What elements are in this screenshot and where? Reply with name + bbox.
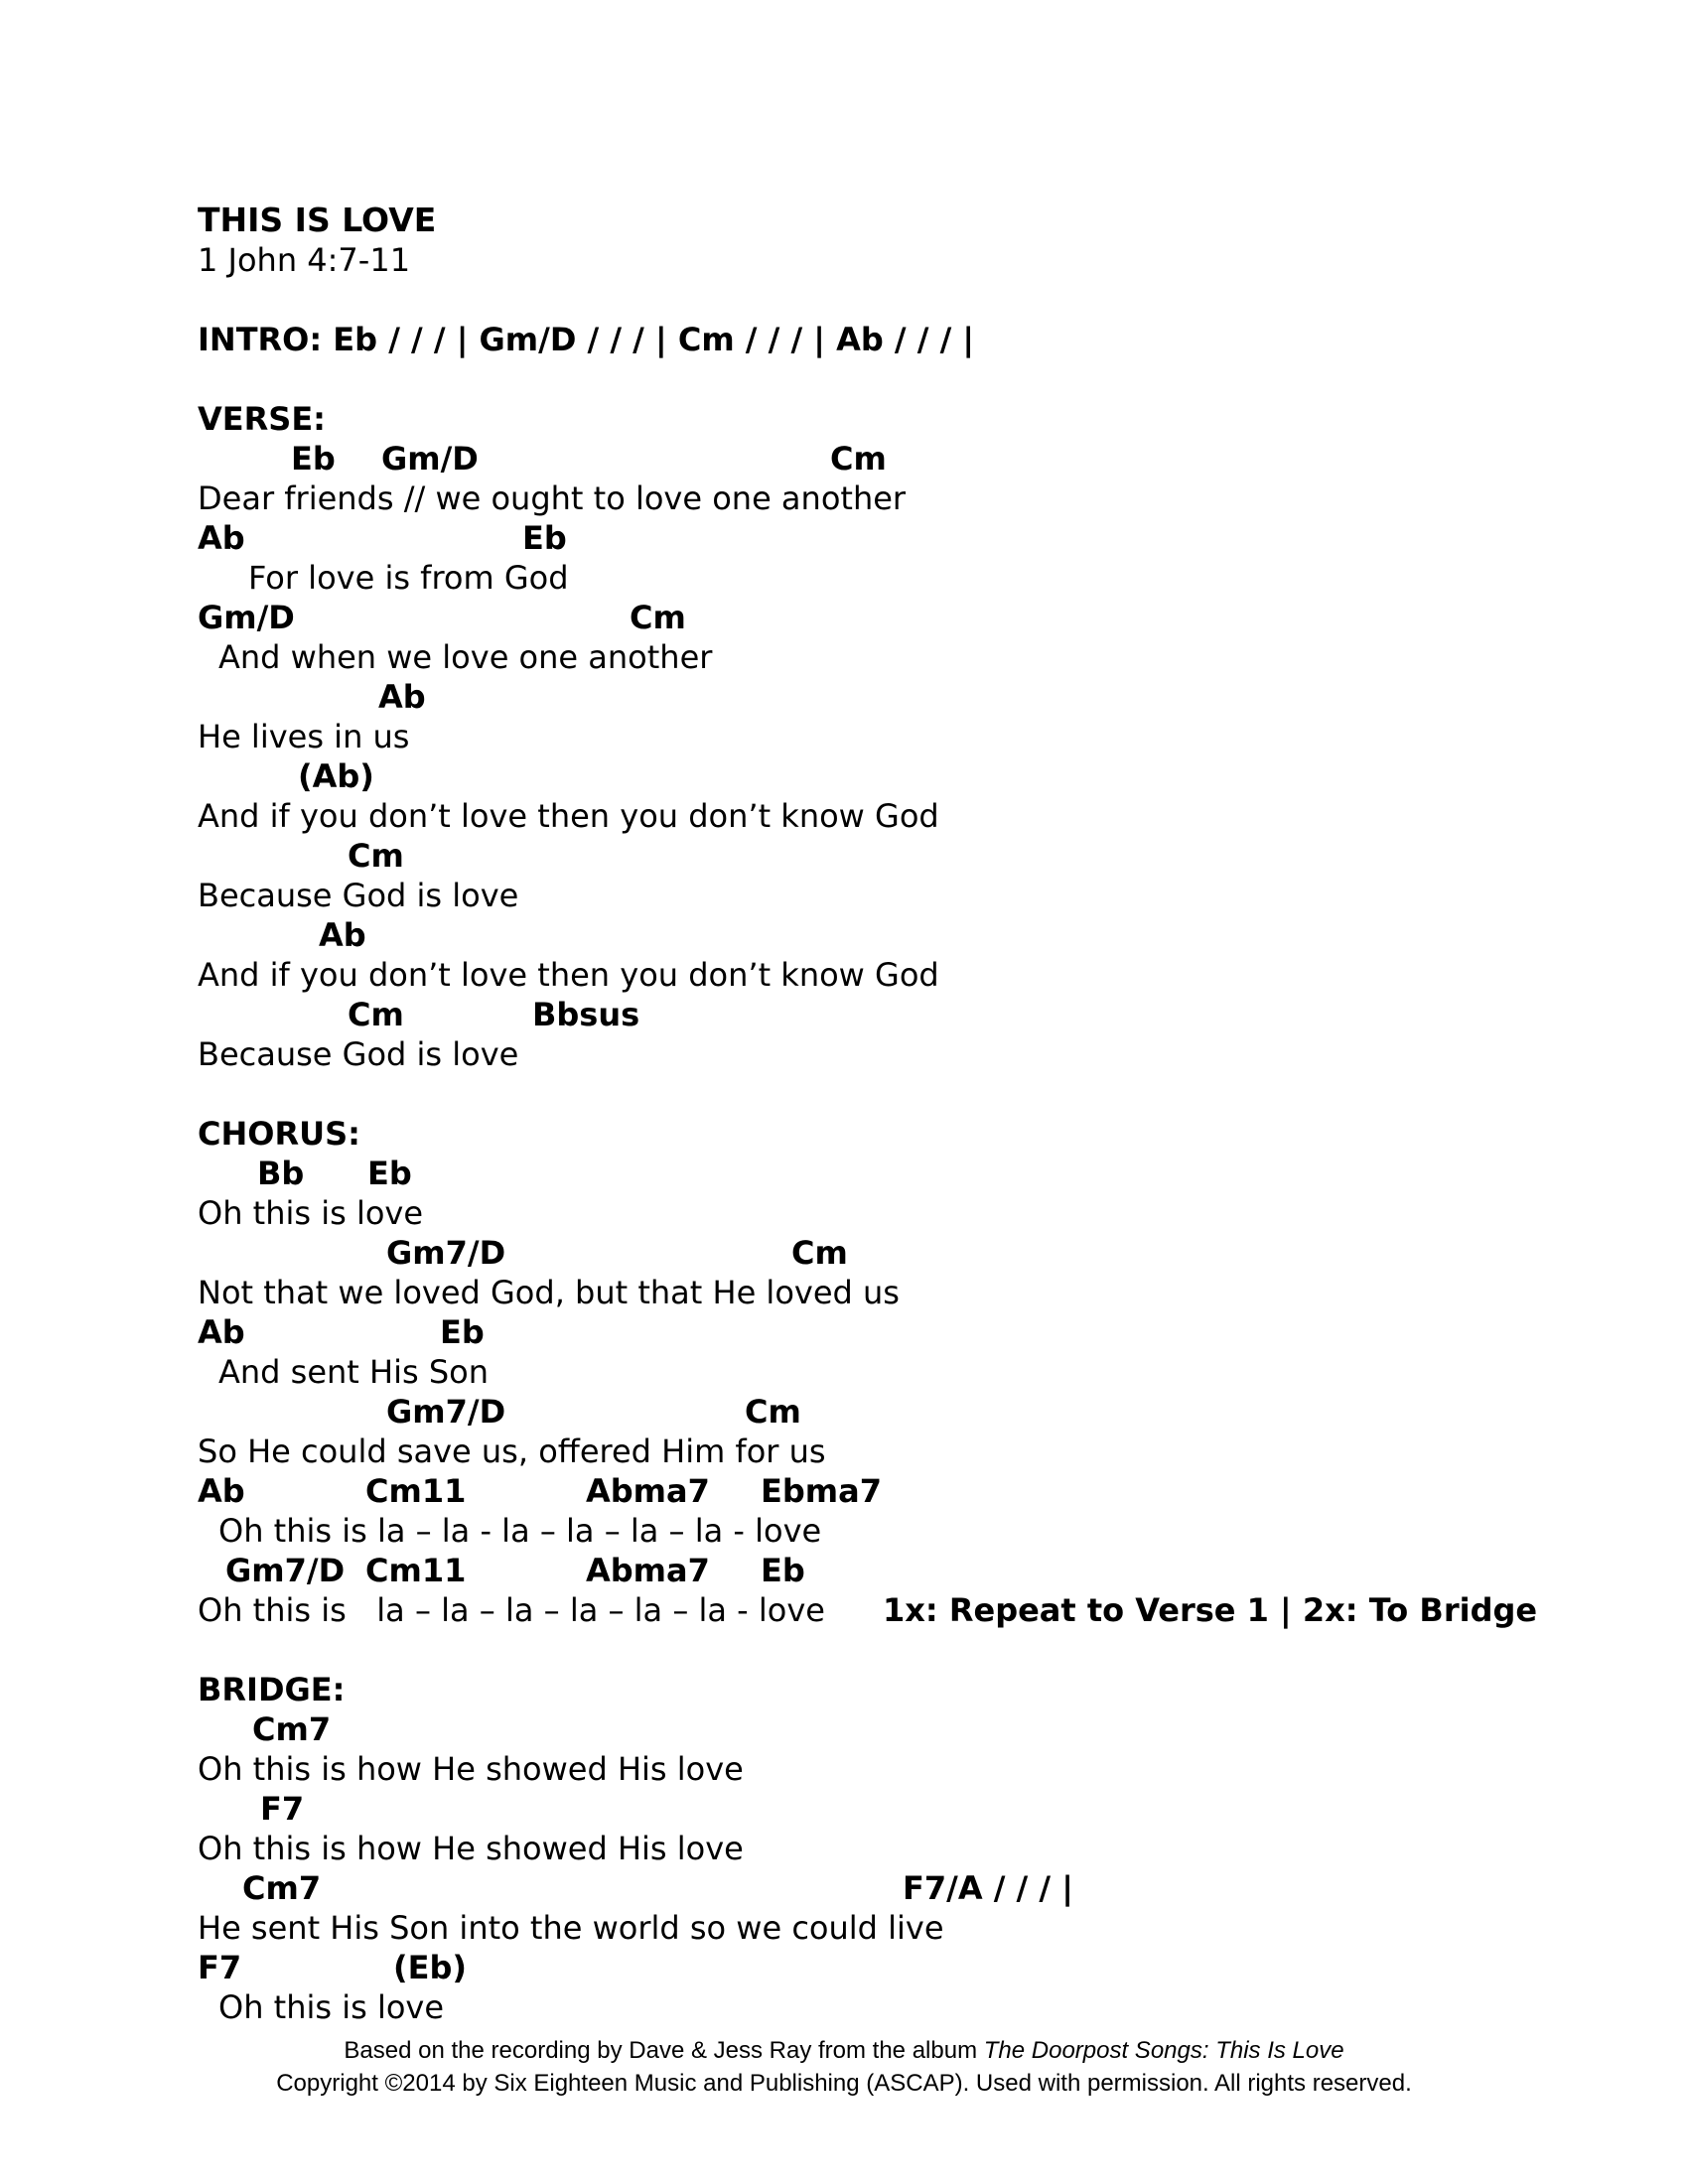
lyric-line: Because God is love xyxy=(198,877,519,914)
lyric-line: Oh this is how He showed His love xyxy=(198,1750,744,1788)
lyric-line: So He could save us, offered Him for us xyxy=(198,1433,826,1470)
chorus-heading: CHORUS: xyxy=(198,1115,360,1153)
chord: Gm7/D xyxy=(386,1234,506,1272)
chord: Ab xyxy=(198,519,245,557)
lyric-line: And when we love one another xyxy=(218,638,713,676)
album-title: The Doorpost Songs: This Is Love xyxy=(983,2037,1344,2064)
lyric-line: Oh this is love xyxy=(218,1988,445,2026)
song-title: THIS IS LOVE xyxy=(198,201,437,239)
chord: Cm xyxy=(630,599,686,636)
chord: Cm xyxy=(791,1234,848,1272)
chord: Bb xyxy=(257,1155,305,1192)
lyric-line: Oh this is love xyxy=(198,1194,424,1232)
lyric-line: And if you don’t love then you don’t know God xyxy=(198,797,939,835)
footer-credit-prefix: Based on the recording by Dave & Jess Ray from the album xyxy=(344,2037,984,2064)
chord: Cm11 xyxy=(365,1552,467,1589)
lyric-line: He sent His Son into the world so we could live xyxy=(198,1909,944,1947)
chord: Eb xyxy=(440,1313,485,1351)
lyric-line: Dear friends // we ought to love one another xyxy=(198,479,907,517)
chord: F7 xyxy=(198,1949,242,1986)
chord: Cm7 xyxy=(252,1710,332,1748)
chord: Cm7 xyxy=(242,1869,322,1907)
intro-line: INTRO: Eb / / / | Gm/D / / / | Cm / / / | Ab / / / | xyxy=(198,321,975,358)
chord: Ab xyxy=(319,916,366,954)
chord: Ebma7 xyxy=(761,1472,882,1510)
chord: Eb xyxy=(367,1155,412,1192)
chord: Cm11 xyxy=(365,1472,467,1510)
lyric-line: Oh this is la – la - la – la – la – la - love xyxy=(218,1512,822,1550)
chord: Ab xyxy=(378,678,426,716)
chord: F7/A / / / | xyxy=(903,1869,1073,1907)
chord: Eb xyxy=(522,519,567,557)
chord: Cm xyxy=(745,1393,801,1431)
chord: Ab xyxy=(198,1313,245,1351)
footer-copyright: Copyright ©2014 by Six Eighteen Music and Publishing (ASCAP). Used with permission. All rights reserved. xyxy=(276,2070,1412,2097)
lyric-line: Not that we loved God, but that He loved us xyxy=(198,1274,900,1311)
lyric-line: And if you don’t love then you don’t know God xyxy=(198,956,939,994)
chord: (Eb) xyxy=(393,1949,468,1986)
lyric-line: Oh this is how He showed His love xyxy=(198,1830,744,1867)
lyric-line: Because God is love xyxy=(198,1035,519,1073)
lyric-line: For love is from God xyxy=(248,559,569,597)
chord: Abma7 xyxy=(586,1472,710,1510)
lyric-line: And sent His Son xyxy=(218,1353,489,1391)
chord: Cm xyxy=(348,996,404,1033)
chord: Ab xyxy=(198,1472,245,1510)
chord: F7 xyxy=(260,1790,305,1828)
chord: Gm/D xyxy=(381,440,479,478)
chord: (Ab) xyxy=(298,757,374,795)
verse-heading: VERSE: xyxy=(198,400,326,438)
chord: Cm xyxy=(830,440,887,478)
chord: Gm7/D xyxy=(225,1552,346,1589)
chord: Gm/D xyxy=(198,599,295,636)
chord: Gm7/D xyxy=(386,1393,506,1431)
chord: Eb xyxy=(291,440,336,478)
repeat-note: 1x: Repeat to Verse 1 | 2x: To Bridge xyxy=(883,1591,1538,1629)
chord: Bbsus xyxy=(532,996,640,1033)
lyric-line: Oh this is la – la – la – la – la – la - love xyxy=(198,1591,825,1629)
scripture-reference: 1 John 4:7-11 xyxy=(198,241,411,279)
footer-credit xyxy=(0,2039,1688,2063)
bridge-heading: BRIDGE: xyxy=(198,1671,346,1708)
chord: Cm xyxy=(348,837,404,875)
lyric-line: He lives in us xyxy=(198,718,410,755)
chord: Abma7 xyxy=(586,1552,710,1589)
chord: Eb xyxy=(761,1552,805,1589)
